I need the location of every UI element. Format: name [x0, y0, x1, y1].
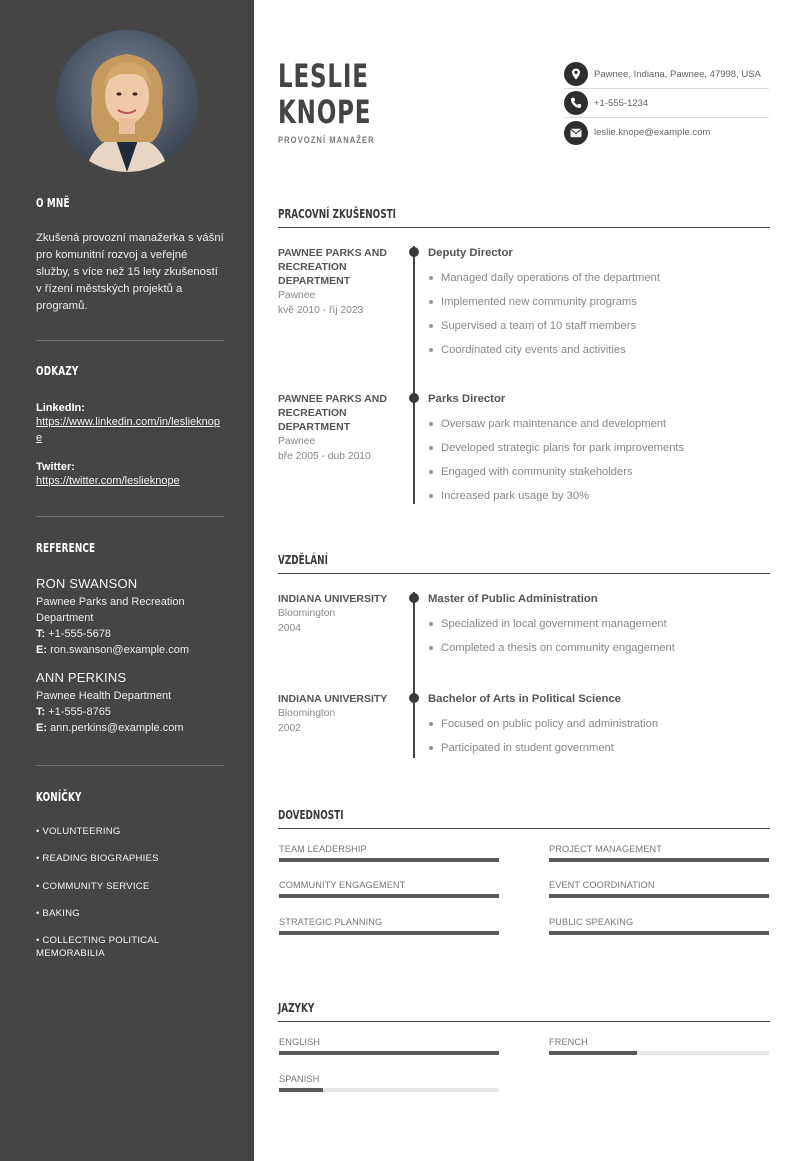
skill-name: COMMUNITY ENGAGEMENT: [279, 880, 406, 890]
skill-name: TEAM LEADERSHIP: [279, 844, 367, 854]
location: Pawnee: [278, 290, 316, 301]
experience-title: PRACOVNÍ ZKUŠENOSTI: [278, 207, 396, 221]
skill-name: EVENT COORDINATION: [549, 880, 655, 890]
skill-name: PUBLIC SPEAKING: [549, 917, 634, 927]
reference-name: ANN PERKINS: [36, 670, 127, 685]
language-name: ENGLISH: [279, 1037, 321, 1047]
timeline-dot: [409, 393, 419, 403]
organization: INDIANA UNIVERSITY: [278, 693, 388, 705]
phone-icon: [564, 91, 588, 115]
role-title: Master of Public Administration: [428, 593, 598, 605]
list-item: Managed daily operations of the department: [428, 266, 768, 290]
linkedin-label: LinkedIn:: [36, 402, 85, 414]
dates: bře 2005 - dub 2010: [278, 451, 371, 462]
about-title: O MNĚ: [36, 196, 70, 210]
organization: PAWNEE PARKS AND RECREATION DEPARTMENT: [278, 393, 387, 433]
skill-bar: [549, 858, 769, 862]
language-bar: [279, 1051, 499, 1055]
timeline-line: [413, 246, 415, 392]
bar-fill: [279, 858, 499, 862]
location: Bloomington: [278, 608, 336, 619]
timeline-dot: [409, 247, 419, 257]
skills-title: DOVEDNOSTI: [278, 808, 344, 822]
reference-phone: T: +1-555-8765: [36, 706, 111, 718]
list-item: Developed strategic plans for park improvements: [428, 436, 768, 460]
bar-fill: [549, 1051, 637, 1055]
hobby-item: • VOLUNTEERING: [36, 826, 121, 837]
hobby-item: • COLLECTING POLITICAL MEMORABILIA: [36, 935, 160, 959]
twitter-label: Twitter:: [36, 461, 75, 473]
section-rule: [278, 227, 770, 228]
links-section: [36, 364, 224, 489]
reference-org: Pawnee Parks and Recreation Department: [36, 596, 185, 624]
language-item: [549, 1037, 769, 1055]
language-name: SPANISH: [279, 1074, 320, 1084]
hobby-item: • READING BIOGRAPHIES: [36, 853, 159, 864]
language-bar: [549, 1051, 769, 1055]
role-title: Deputy Director: [428, 247, 513, 259]
location-pin-icon: [564, 62, 588, 86]
contact-phone: +1-555-1234: [564, 89, 769, 118]
bar-fill: [549, 931, 769, 935]
divider: [36, 516, 224, 517]
organization: PAWNEE PARKS AND RECREATION DEPARTMENT: [278, 247, 387, 287]
education-entry: [278, 592, 770, 672]
references-title: REFERENCE: [36, 541, 96, 555]
bar-fill: [279, 1051, 499, 1055]
timeline-dot: [409, 693, 419, 703]
sidebar: [0, 0, 254, 1161]
contact-email: leslie.knope@example.com: [564, 118, 769, 147]
list-item: Oversaw park maintenance and development: [428, 412, 768, 436]
reference-name: RON SWANSON: [36, 576, 138, 591]
reference-org: Pawnee Health Department: [36, 690, 172, 702]
reference-email: E: ron.swanson@example.com: [36, 644, 190, 656]
bar-fill: [279, 1088, 323, 1092]
skill-item: [279, 917, 499, 935]
skill-item: [279, 880, 499, 898]
profile-photo: [56, 30, 198, 172]
skill-item: [549, 880, 769, 898]
job-title: PROVOZNÍ MANAŽER: [278, 135, 375, 145]
list-item: Focused on public policy and administration: [428, 712, 768, 736]
skill-bar: [279, 858, 499, 862]
references-section: [36, 541, 224, 736]
bar-fill: [549, 894, 769, 898]
language-item: [279, 1037, 499, 1055]
list-item: Participated in student government: [428, 736, 768, 760]
location: Bloomington: [278, 708, 336, 719]
experience-entry: [278, 246, 770, 366]
hobbies-section: [36, 790, 224, 970]
divider: [36, 765, 224, 766]
links-title: ODKAZY: [36, 364, 79, 378]
skill-item: [279, 844, 499, 862]
language-bar: [279, 1088, 499, 1092]
about-text: Zkušená provozní manažerka s vášní pro komunitní rozvoj a veřejné služby, s více než 15 lety zkušeností v řízení městských projektů a programů.: [36, 232, 224, 312]
skill-item: [549, 844, 769, 862]
hobbies-title: KONÍČKY: [36, 790, 82, 804]
bar-fill: [279, 931, 499, 935]
dates: kvě 2010 - říj 2023: [278, 305, 364, 316]
linkedin-link[interactable]: https://www.linkedin.com/in/leslieknope: [36, 416, 221, 444]
education-entry: [278, 692, 770, 762]
education-title: VZDĚLÁNÍ: [278, 553, 328, 567]
reference-phone: T: +1-555-5678: [36, 628, 111, 640]
candidate-name: LESLIE KNOPE: [278, 57, 372, 131]
skill-bar: [549, 894, 769, 898]
list-item: Completed a thesis on community engagement: [428, 636, 768, 660]
hobby-item: • BAKING: [36, 908, 80, 919]
bar-fill: [549, 858, 769, 862]
list-item: Coordinated city events and activities: [428, 338, 768, 362]
dates: 2004: [278, 623, 301, 634]
organization: INDIANA UNIVERSITY: [278, 593, 388, 605]
section-rule: [278, 1021, 770, 1022]
list-item: Engaged with community stakeholders: [428, 460, 768, 484]
language-item: [279, 1074, 499, 1092]
role-title: Bachelor of Arts in Political Science: [428, 693, 621, 705]
skill-item: [549, 917, 769, 935]
envelope-icon: [564, 121, 588, 145]
twitter-link[interactable]: https://twitter.com/leslieknope: [36, 475, 180, 487]
hobby-item: • COMMUNITY SERVICE: [36, 881, 150, 892]
section-rule: [278, 573, 770, 574]
reference-email: E: ann.perkins@example.com: [36, 722, 184, 734]
skill-bar: [279, 894, 499, 898]
list-item: Supervised a team of 10 staff members: [428, 314, 768, 338]
section-rule: [278, 828, 770, 829]
about-section: [36, 196, 224, 315]
contact-address: Pawnee, Indiana, Pawnee, 47998, USA: [564, 60, 769, 89]
languages-title: JAZYKY: [278, 1001, 315, 1015]
reference-item: [36, 670, 224, 736]
experience-entry: [278, 392, 770, 512]
timeline-line: [413, 392, 415, 504]
role-title: Parks Director: [428, 393, 506, 405]
skill-name: STRATEGIC PLANNING: [279, 917, 383, 927]
timeline-line: [413, 592, 415, 692]
list-item: Increased park usage by 30%: [428, 484, 768, 508]
dates: 2002: [278, 723, 301, 734]
skill-name: PROJECT MANAGEMENT: [549, 844, 662, 854]
reference-item: [36, 576, 224, 658]
language-name: FRENCH: [549, 1037, 588, 1047]
bar-fill: [279, 894, 499, 898]
timeline-dot: [409, 593, 419, 603]
skill-bar: [549, 931, 769, 935]
list-item: Implemented new community programs: [428, 290, 768, 314]
skill-bar: [279, 931, 499, 935]
divider: [36, 340, 224, 341]
list-item: Specialized in local government management: [428, 612, 768, 636]
location: Pawnee: [278, 436, 316, 447]
